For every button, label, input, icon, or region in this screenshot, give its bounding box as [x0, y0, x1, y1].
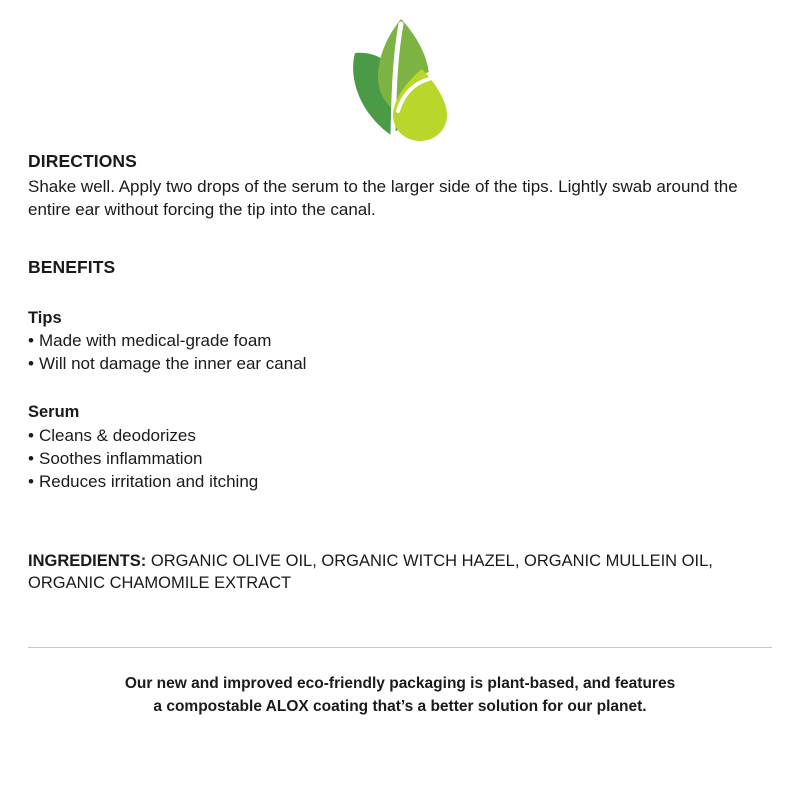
spacer [28, 376, 772, 402]
eco-packaging-note-line-2: a compostable ALOX coating that’s a better solution for our planet. [153, 697, 647, 715]
directions-text: Shake well. Apply two drops of the serum to the larger side of the tips. Lightly swab around the entire ear without forcing the tip into the canal. [28, 177, 738, 219]
list-item-label: Cleans & deodorizes [39, 425, 196, 445]
eco-packaging-note [28, 673, 772, 718]
list-item [28, 425, 772, 448]
bullet-icon: • [28, 354, 34, 374]
bullet-icon: • [28, 331, 34, 351]
list-item-label: Soothes inflammation [39, 448, 203, 468]
ingredients-list: ORGANIC OLIVE OIL, ORGANIC WITCH HAZEL, ORGANIC MULLEIN OIL, ORGANIC CHAMOMILE EXTRACT [28, 551, 713, 592]
spacer [28, 648, 772, 673]
list-item-label: Reduces irritation and itching [39, 471, 259, 491]
list-item-label: Will not damage the inner ear canal [39, 354, 307, 374]
eco-packaging-note-line-1: Our new and improved eco-friendly packaging is plant-based, and features [124, 675, 676, 693]
spacer [28, 494, 772, 550]
ingredients-text [28, 550, 758, 595]
list-item [28, 448, 772, 471]
list-item-label: Made with medical-grade foam [39, 331, 272, 351]
spacer [28, 594, 772, 647]
bullet-icon: • [28, 425, 34, 445]
brand-logo [0, 0, 800, 150]
spacer [28, 222, 772, 256]
list-item [28, 471, 772, 494]
bullet-icon: • [28, 471, 34, 491]
benefits-list-tips [28, 330, 772, 376]
label-content [0, 150, 800, 718]
list-item [28, 330, 772, 353]
benefits-heading: BENEFITS [28, 256, 116, 277]
plant-leaf-droplet-icon [339, 14, 461, 142]
benefits-group-title-serum: Serum [28, 403, 80, 422]
spacer [28, 282, 772, 308]
benefits-list-serum [28, 425, 772, 494]
bullet-icon: • [28, 448, 34, 468]
directions-heading: DIRECTIONS [28, 151, 137, 171]
list-item [28, 353, 772, 376]
ingredients-label: INGREDIENTS: [28, 551, 147, 570]
benefits-group-title-tips: Tips [28, 309, 62, 327]
